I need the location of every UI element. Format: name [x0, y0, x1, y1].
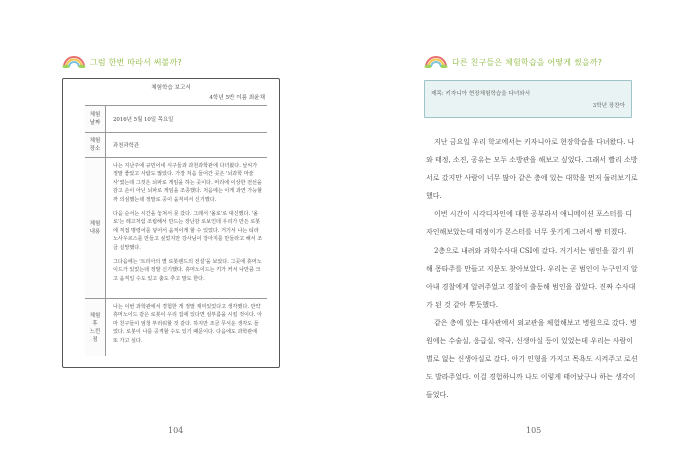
- row-label: 체험 후 느낀 점: [85, 299, 106, 356]
- example-body: [426, 133, 638, 404]
- report-row-content: [85, 158, 267, 299]
- report-feeling: [113, 303, 263, 351]
- report-paragraph: 다음 순서는 시간을 놓쳐서 못 갔다. 그래서 '올로'로 대신했다. '올로'는 레고처럼 조립해서 만드는 장난감 로보인데 우리가 만든 로봇에 직접 명령어를 넣어서 움직이게 할 수 있었다. 거기서 나는 티라노사우르스를 만들고 싶었지만 강사님이 강아지를 만들라고 해서 조금 실망했다.: [113, 211, 263, 251]
- report-form: [62, 78, 280, 368]
- body-paragraph: 2층으로 내려와 과학수사대 CSI에 갔다. 거기서는 범인을 잡기 위해 몽타주를 만들고 지문도 찾아보았다. 우리는 곧 범인이 누구인지 알아내 경찰에게 알려주었고 경찰이 출동해 범인을 잡았다. 진짜 수사대가 된 것 같아 뿌듯했다.: [426, 246, 638, 309]
- row-label: 체험 장소: [85, 133, 106, 157]
- report-row-date: [85, 106, 267, 133]
- report-table: [85, 105, 267, 357]
- row-label: 체험 날짜: [85, 106, 106, 132]
- page-number: 104: [168, 426, 184, 435]
- report-title: 체험학습 보고서: [151, 85, 191, 91]
- report-paragraph: 나는 지난주에 규민이네 식구들과 과천과학관에 다녀왔다. 날씨가 정말 좋았고 사람도 많았다. 가장 처음 들어간 곳은 '뇌과학 마술사'였는데 그것은 뇌파로 게임을 하는 곳이다. 머리에 이상한 전선을 감고 손이 아닌 뇌파로 게임을 조종했다. 처음에는 이게 과연 가능할까 의심했는데 정말로 공이 움직여서 신기했다.: [113, 163, 263, 203]
- row-value: 과천과학관: [113, 143, 140, 149]
- example-author: 3학년 장찬아: [592, 103, 625, 109]
- report-content: [113, 162, 263, 289]
- report-row-place: [85, 133, 267, 158]
- section-title: 다른 친구들은 체험학습을 어떻게 썼을까?: [452, 58, 603, 67]
- right-page: [350, 0, 700, 476]
- rainbow-icon: [62, 54, 86, 68]
- section-title: 그럼 한번 따라서 써볼까?: [90, 58, 182, 67]
- page-number: 105: [526, 426, 542, 435]
- report-row-feeling: [85, 299, 267, 356]
- report-byline: 4학년 5반 이름 최윤채: [209, 95, 265, 101]
- row-value: 2016년 5월 10일 목요일: [113, 117, 174, 123]
- body-paragraph: 이번 시간이 시각디자인에 대한 공부라서 애니메이션 포스터를 디자인해보았는데 태정이가 몬스터를 너무 웃기게 그려서 빵 터졌다.: [426, 210, 633, 237]
- rainbow-icon: [424, 54, 448, 68]
- example-title: 제목: 키자니아 현장체험학습을 다녀와서: [431, 91, 531, 97]
- body-paragraph: 같은 층에 있는 대사관에서 외교관을 체험해보고 병원으로 갔다. 병원에는 수술실, 응급실, 약국, 신생아실 등이 있었는데 우리는 사람이 별로 없는 신생아실로 갔다. 아기 인형을 가지고 목욕도 시켜주고 로션도 발라주었다. 이걸 경험하니까 나도 이렇게 태어났구나 하는 생각이 들었다.: [426, 318, 638, 400]
- body-paragraph: 지난 금요일 우리 학교에서는 키자니아로 현장학습을 다녀왔다. 나와 태정, 소진, 공유는 모두 소방관을 해보고 싶었다. 그래서 빨리 소방서로 갔지만 사람이 너무 많아 같은 층에 있는 대학을 먼저 둘러보기로 했다.: [426, 138, 638, 201]
- row-label: 체험 내용: [85, 158, 106, 298]
- report-paragraph: 나는 이번 과학관에서 경험한 게 정말 재미있었다고 생각했다. 만약 휴머노이드 같은 로봇이 우리 집에 있다면 심부름을 시킬 것이다. 아마 친구들이 엄청 부러워할 것 같다. 하지만 조금 무서운 생각도 들었다. 로봇이 나를 공격할 수도 있기 때문이다. 다음에도 과학관에 또 가고 싶다.: [113, 304, 263, 344]
- example-title-box: [424, 80, 632, 118]
- report-paragraph: 그다음에는 '트리아의 별 로봇랜드의 전설'을 보았다. 그곳에 휴머노이드가 있었는데 정말 신기했다. 휴머노이드는 키가 커서 나만큼 크고 움직일 수도 있고 춤도 추고 말도 한다.: [113, 259, 262, 282]
